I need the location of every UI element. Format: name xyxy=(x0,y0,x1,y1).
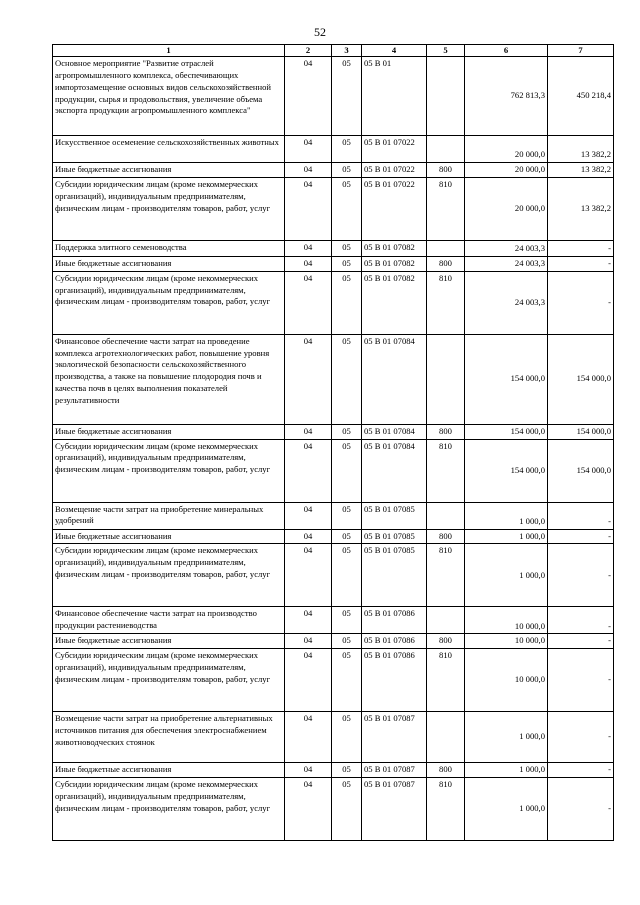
row-expense-type: 800 xyxy=(427,256,465,271)
row-target-article: 05 В 01 07082 xyxy=(362,240,427,256)
row-amount-2: - xyxy=(548,634,614,649)
row-amount-1: 154 000,0 xyxy=(465,334,548,424)
row-expense-type: 810 xyxy=(427,649,465,712)
row-subsection: 05 xyxy=(332,544,362,607)
table-row xyxy=(53,634,614,649)
column-header: 6 xyxy=(465,45,548,57)
row-expense-type: 800 xyxy=(427,763,465,778)
row-amount-2: - xyxy=(548,649,614,712)
row-amount-1: 1 000,0 xyxy=(465,763,548,778)
row-amount-2: 13 382,2 xyxy=(548,177,614,240)
table-row xyxy=(53,334,614,424)
table-row xyxy=(53,136,614,163)
row-target-article: 05 В 01 07086 xyxy=(362,634,427,649)
row-expense-type xyxy=(427,136,465,163)
column-header: 3 xyxy=(332,45,362,57)
row-section: 04 xyxy=(285,607,332,634)
row-expense-type: 800 xyxy=(427,163,465,178)
row-target-article: 05 В 01 07086 xyxy=(362,607,427,634)
row-expense-type: 810 xyxy=(427,778,465,841)
row-section: 04 xyxy=(285,334,332,424)
table-row xyxy=(53,502,614,529)
row-amount-2: 154 000,0 xyxy=(548,439,614,502)
row-amount-2: - xyxy=(548,763,614,778)
row-name: Возмещение части затрат на приобретение минеральных удобрений xyxy=(53,502,285,529)
row-section: 04 xyxy=(285,136,332,163)
row-expense-type: 800 xyxy=(427,424,465,439)
row-target-article: 05 В 01 07085 xyxy=(362,502,427,529)
row-amount-1: 20 000,0 xyxy=(465,136,548,163)
row-target-article: 05 В 01 07087 xyxy=(362,763,427,778)
row-section: 04 xyxy=(285,778,332,841)
row-target-article: 05 В 01 07087 xyxy=(362,712,427,763)
row-subsection: 05 xyxy=(332,163,362,178)
row-name: Иные бюджетные ассигнования xyxy=(53,256,285,271)
row-amount-1: 10 000,0 xyxy=(465,649,548,712)
row-name: Субсидии юридическим лицам (кроме некоммерческих организаций), индивидуальным предпринимателям, физическим лицам - производителям товаров, работ, услуг xyxy=(53,439,285,502)
row-target-article: 05 В 01 07022 xyxy=(362,163,427,178)
table-row xyxy=(53,256,614,271)
row-amount-1: 24 003,3 xyxy=(465,240,548,256)
row-subsection: 05 xyxy=(332,649,362,712)
row-name: Субсидии юридическим лицам (кроме некоммерческих организаций), индивидуальным предпринимателям, физическим лицам - производителям товаров, работ, услуг xyxy=(53,778,285,841)
row-section: 04 xyxy=(285,544,332,607)
row-subsection: 05 xyxy=(332,57,362,136)
row-expense-type xyxy=(427,502,465,529)
row-target-article: 05 В 01 07087 xyxy=(362,778,427,841)
row-expense-type xyxy=(427,712,465,763)
budget-table xyxy=(52,44,614,841)
table-row xyxy=(53,424,614,439)
row-section: 04 xyxy=(285,763,332,778)
table-row xyxy=(53,778,614,841)
row-name: Финансовое обеспечение части затрат на проведение комплекса агротехнологических работ, повышение уровня экологической безопасности сельскохозяйственного производства, а также на повышение плодородия почв и качества почв в целях выполнения показателей результативности xyxy=(53,334,285,424)
row-section: 04 xyxy=(285,163,332,178)
table-row xyxy=(53,163,614,178)
row-amount-2: - xyxy=(548,544,614,607)
row-subsection: 05 xyxy=(332,529,362,544)
row-amount-2: - xyxy=(548,502,614,529)
column-header: 1 xyxy=(53,45,285,57)
row-amount-1: 154 000,0 xyxy=(465,424,548,439)
row-subsection: 05 xyxy=(332,424,362,439)
row-expense-type xyxy=(427,57,465,136)
table-row xyxy=(53,763,614,778)
row-section: 04 xyxy=(285,240,332,256)
row-amount-1: 20 000,0 xyxy=(465,177,548,240)
row-section: 04 xyxy=(285,712,332,763)
row-name: Иные бюджетные ассигнования xyxy=(53,634,285,649)
row-amount-2: 154 000,0 xyxy=(548,424,614,439)
row-subsection: 05 xyxy=(332,271,362,334)
row-target-article: 05 В 01 xyxy=(362,57,427,136)
row-amount-2: - xyxy=(548,607,614,634)
row-amount-2: 13 382,2 xyxy=(548,163,614,178)
table-row xyxy=(53,544,614,607)
row-name: Субсидии юридическим лицам (кроме некоммерческих организаций), индивидуальным предпринимателям, физическим лицам - производителям товаров, работ, услуг xyxy=(53,271,285,334)
table-row xyxy=(53,712,614,763)
row-subsection: 05 xyxy=(332,502,362,529)
row-expense-type: 810 xyxy=(427,544,465,607)
header-row xyxy=(53,45,614,57)
table-row xyxy=(53,649,614,712)
row-expense-type xyxy=(427,240,465,256)
row-amount-1: 154 000,0 xyxy=(465,439,548,502)
row-name: Основное мероприятие "Развитие отраслей агропромышленного комплекса, обеспечивающих импортозамещение основных видов сельскохозяйственной продукции, сырья и продовольствия, увеличение объема экспорта продукции агропромышленного комплекса" xyxy=(53,57,285,136)
row-subsection: 05 xyxy=(332,439,362,502)
row-subsection: 05 xyxy=(332,177,362,240)
row-name: Субсидии юридическим лицам (кроме некоммерческих организаций), индивидуальным предпринимателям, физическим лицам - производителям товаров, работ, услуг xyxy=(53,649,285,712)
row-name: Иные бюджетные ассигнования xyxy=(53,763,285,778)
row-amount-2: - xyxy=(548,778,614,841)
row-amount-1: 10 000,0 xyxy=(465,607,548,634)
row-name: Иные бюджетные ассигнования xyxy=(53,424,285,439)
row-expense-type: 800 xyxy=(427,529,465,544)
row-amount-2: 450 218,4 xyxy=(548,57,614,136)
table-row xyxy=(53,271,614,334)
page-number: 52 xyxy=(314,25,326,39)
row-expense-type xyxy=(427,334,465,424)
table-row xyxy=(53,57,614,136)
row-name: Субсидии юридическим лицам (кроме некоммерческих организаций), индивидуальным предпринимателям, физическим лицам - производителям товаров, работ, услуг xyxy=(53,177,285,240)
row-amount-1: 20 000,0 xyxy=(465,163,548,178)
row-target-article: 05 В 01 07084 xyxy=(362,439,427,502)
row-amount-1: 24 003,3 xyxy=(465,271,548,334)
row-amount-2: - xyxy=(548,271,614,334)
row-amount-1: 1 000,0 xyxy=(465,502,548,529)
row-target-article: 05 В 01 07084 xyxy=(362,334,427,424)
row-section: 04 xyxy=(285,634,332,649)
column-header: 5 xyxy=(427,45,465,57)
row-expense-type: 810 xyxy=(427,271,465,334)
row-name: Субсидии юридическим лицам (кроме некоммерческих организаций), индивидуальным предпринимателям, физическим лицам - производителям товаров, работ, услуг xyxy=(53,544,285,607)
row-amount-1: 1 000,0 xyxy=(465,778,548,841)
column-header: 2 xyxy=(285,45,332,57)
row-target-article: 05 В 01 07085 xyxy=(362,544,427,607)
row-expense-type: 810 xyxy=(427,439,465,502)
row-amount-1: 10 000,0 xyxy=(465,634,548,649)
row-target-article: 05 В 01 07085 xyxy=(362,529,427,544)
row-target-article: 05 В 01 07022 xyxy=(362,136,427,163)
row-amount-1: 1 000,0 xyxy=(465,712,548,763)
row-amount-1: 762 813,3 xyxy=(465,57,548,136)
table-row xyxy=(53,439,614,502)
table-row xyxy=(53,607,614,634)
row-subsection: 05 xyxy=(332,240,362,256)
row-subsection: 05 xyxy=(332,334,362,424)
row-amount-1: 24 003,3 xyxy=(465,256,548,271)
row-section: 04 xyxy=(285,256,332,271)
row-amount-1: 1 000,0 xyxy=(465,544,548,607)
row-section: 04 xyxy=(285,271,332,334)
row-section: 04 xyxy=(285,502,332,529)
row-amount-2: 154 000,0 xyxy=(548,334,614,424)
row-subsection: 05 xyxy=(332,634,362,649)
row-name: Возмещение части затрат на приобретение альтернативных источников питания для обеспечения электроснабжением животноводческих стоянок xyxy=(53,712,285,763)
row-name: Иные бюджетные ассигнования xyxy=(53,163,285,178)
row-target-article: 05 В 01 07086 xyxy=(362,649,427,712)
row-amount-2: - xyxy=(548,256,614,271)
row-subsection: 05 xyxy=(332,607,362,634)
row-amount-1: 1 000,0 xyxy=(465,529,548,544)
column-header: 7 xyxy=(548,45,614,57)
row-target-article: 05 В 01 07022 xyxy=(362,177,427,240)
row-subsection: 05 xyxy=(332,256,362,271)
row-section: 04 xyxy=(285,439,332,502)
row-subsection: 05 xyxy=(332,763,362,778)
row-name: Поддержка элитного семеноводства xyxy=(53,240,285,256)
row-expense-type xyxy=(427,607,465,634)
table-row xyxy=(53,177,614,240)
row-section: 04 xyxy=(285,424,332,439)
row-section: 04 xyxy=(285,177,332,240)
row-name: Искусственное осеменение сельскохозяйственных животных xyxy=(53,136,285,163)
table-row xyxy=(53,529,614,544)
row-section: 04 xyxy=(285,529,332,544)
row-amount-2: - xyxy=(548,712,614,763)
row-name: Иные бюджетные ассигнования xyxy=(53,529,285,544)
row-section: 04 xyxy=(285,649,332,712)
row-subsection: 05 xyxy=(332,136,362,163)
row-expense-type: 810 xyxy=(427,177,465,240)
row-expense-type: 800 xyxy=(427,634,465,649)
row-subsection: 05 xyxy=(332,712,362,763)
row-target-article: 05 В 01 07084 xyxy=(362,424,427,439)
row-amount-2: 13 382,2 xyxy=(548,136,614,163)
row-amount-2: - xyxy=(548,529,614,544)
row-target-article: 05 В 01 07082 xyxy=(362,256,427,271)
row-name: Финансовое обеспечение части затрат на производство продукции растениеводства xyxy=(53,607,285,634)
column-header: 4 xyxy=(362,45,427,57)
row-section: 04 xyxy=(285,57,332,136)
row-subsection: 05 xyxy=(332,778,362,841)
row-amount-2: - xyxy=(548,240,614,256)
row-target-article: 05 В 01 07082 xyxy=(362,271,427,334)
table-row xyxy=(53,240,614,256)
